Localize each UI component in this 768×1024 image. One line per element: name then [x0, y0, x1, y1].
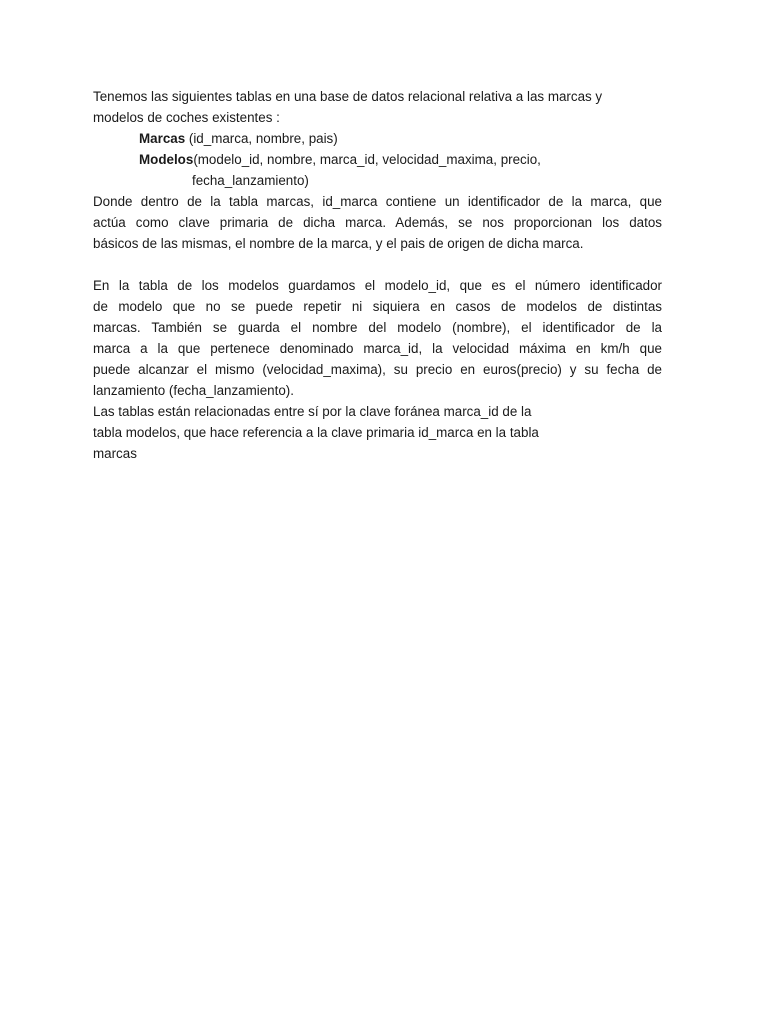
paragraph2-line: marca a la que pertenece denominado marca_id, la velocidad máxima en km/h que	[93, 341, 662, 356]
paragraph3-line: Las tablas están relacionadas entre sí por la clave foránea marca_id de la	[93, 404, 532, 419]
paragraph2-line: En la tabla de los modelos guardamos el modelo_id, que es el número identificador	[93, 278, 662, 293]
paragraph2-line: puede alcanzar el mismo (velocidad_maxima), su precio en euros(precio) y su fecha de	[93, 362, 662, 377]
schema-modelos-continued: fecha_lanzamiento)	[192, 173, 309, 188]
paragraph3-line: marcas	[93, 446, 137, 461]
paragraph2-line: lanzamiento (fecha_lanzamiento).	[93, 383, 294, 398]
paragraph2-line: marcas. También se guarda el nombre del modelo (nombre), el identificador de la	[93, 320, 662, 335]
table-name-marcas: Marcas	[139, 131, 186, 146]
paragraph1-line: básicos de las mismas, el nombre de la marca, y el pais de origen de dicha marca.	[93, 236, 584, 251]
table-name-modelos: Modelos	[139, 152, 194, 167]
schema-modelos	[93, 149, 673, 170]
marcas-fields: (id_marca, nombre, pais)	[185, 131, 338, 146]
schema-marcas	[93, 128, 673, 149]
intro-line-1: Tenemos las siguientes tablas en una base de datos relacional relativa a las marcas y	[93, 89, 603, 104]
intro-line-2: modelos de coches existentes :	[93, 110, 280, 125]
paragraph2-line: de modelo que no se puede repetir ni siquiera en casos de modelos de distintas	[93, 299, 662, 314]
paragraph3-line: tabla modelos, que hace referencia a la clave primaria id_marca en la tabla	[93, 425, 539, 440]
paragraph-gap	[93, 254, 673, 275]
paragraph1-line: actúa como clave primaria de dicha marca. Además, se nos proporcionan los datos	[93, 215, 662, 230]
modelos-fields: (modelo_id, nombre, marca_id, velocidad_maxima, precio,	[193, 152, 541, 167]
paragraph1-line: Donde dentro de la tabla marcas, id_marca contiene un identificador de la marca, que	[93, 194, 662, 209]
document-page	[93, 86, 673, 464]
